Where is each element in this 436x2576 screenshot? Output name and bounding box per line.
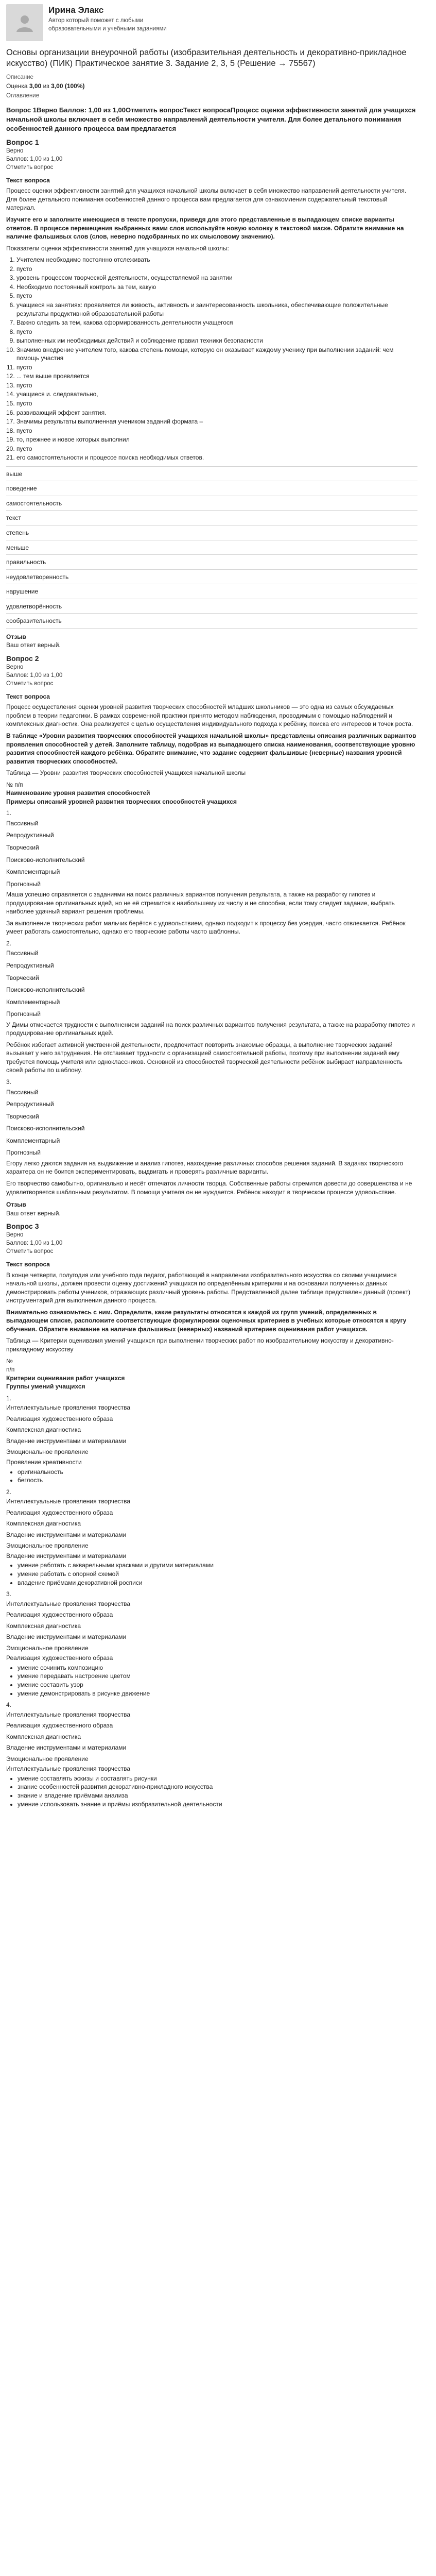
question-score: Баллов: 1,00 из 1,00 bbox=[6, 1240, 63, 1247]
level-options bbox=[6, 818, 417, 890]
level-option[interactable]: Творческий bbox=[6, 844, 39, 851]
criteria-bullet: • умение использовать знание и приёмы изобразительной деятельности bbox=[18, 1800, 417, 1809]
group-option[interactable]: Эмоциональное проявление bbox=[6, 1448, 89, 1456]
criteria-row bbox=[6, 1590, 417, 1698]
question-body: Процесс оценки эффективности занятий для учащихся начальной школы включает в себя множество направлений деятельности учителя. Для более детального понимания особенностей данного процесса вам предлагается для ознакомления содержательный текстовый материал. bbox=[6, 187, 407, 212]
indicator-item: 6. учащиеся на занятиях: проявляется ли живость, активность и заинтересованность школьника, обеспечивающие положительные результаты продуктивной образовательной работы bbox=[16, 301, 417, 318]
criteria-row bbox=[6, 1488, 417, 1587]
table-col-criteria: Критерии оценивания работ учащихся bbox=[6, 1374, 125, 1382]
criteria-bullet: • умение составлять эскизы и составлять рисунки bbox=[18, 1774, 417, 1783]
level-option[interactable]: Репродуктивный bbox=[6, 832, 54, 839]
criteria-bullets bbox=[6, 1468, 417, 1485]
indicator-item: 1. Учителем необходимо постоянно отслеживать bbox=[16, 256, 417, 264]
table-row bbox=[6, 809, 417, 936]
word-option[interactable]: поведение bbox=[6, 481, 417, 496]
criteria-bullet: • умение передавать настроение цветом bbox=[18, 1672, 417, 1681]
group-options bbox=[6, 1496, 417, 1552]
question-body: Процесс осуществления оценки уровней развития творческих способностей младших школьников — это одна из самых обсуждаемых проблем в теории педагогики. В рамках современной практики принято методом наблюдения, проводимым с помощью наблюдений и комплексных диагностик. Она реализуется с целью осуществления индивидуального подхода к ребёнку, поиска его интересов и точек роста. bbox=[6, 703, 413, 728]
table-col-level: Наименование уровня развития способностей bbox=[6, 789, 150, 797]
author-card bbox=[6, 4, 417, 41]
word-option[interactable]: сообразительность bbox=[6, 614, 417, 629]
feedback-text: Ваш ответ верный. bbox=[6, 1209, 61, 1217]
score-line bbox=[6, 82, 417, 91]
table-col-number: № bbox=[6, 1357, 13, 1365]
score-value: 3,00 bbox=[29, 82, 42, 90]
table-row bbox=[6, 1078, 417, 1196]
question-1-heading: Вопрос 1Верно Баллов: 1,00 из 1,00Отметить вопросТекст вопросаПроцесс оценки эффективности занятий для учащихся начальной школы включает в себя множество направлений деятельности учителя. Для более детального понимания особенностей данного процесса вам предлагается bbox=[6, 106, 416, 133]
group-option[interactable]: Комплексная диагностика bbox=[6, 1622, 81, 1630]
question-text-label: Текст вопроса bbox=[6, 1261, 50, 1268]
level-option[interactable]: Поисково-исполнительский bbox=[6, 856, 85, 863]
user-icon bbox=[14, 12, 35, 33]
criteria-bullet: • знание и владение приёмами анализа bbox=[18, 1791, 417, 1800]
author-description: Автор который поможет с любыми образовательными и учебными заданиями bbox=[48, 18, 167, 32]
group-option[interactable]: Интеллектуальные проявления творчества bbox=[6, 1600, 131, 1607]
criteria-bullets bbox=[6, 1774, 417, 1808]
level-option[interactable]: Пассивный bbox=[6, 819, 39, 827]
example-text: У Димы отмечается трудности с выполнением заданий на поиск различных вариантов получения результата, а также на разработку гипотез и продуцирование оригинальных идей. bbox=[6, 1021, 415, 1037]
question-3 bbox=[6, 1222, 417, 1808]
group-option[interactable]: Комплексная диагностика bbox=[6, 1733, 81, 1740]
table-col-groups: Группы умений учащихся bbox=[6, 1383, 85, 1391]
question-text-label: Текст вопроса bbox=[6, 176, 50, 184]
indicator-item: 10. Значимо внедрение учителем того, какова степень помощи, которую он оказывает каждому ученику при выполнении заданий: чем помощь участия bbox=[16, 346, 417, 363]
group-option[interactable]: Реализация художественного образа bbox=[6, 1415, 113, 1422]
table-caption: Таблица — Уровни развития творческих способностей учащихся начальной школы bbox=[6, 769, 246, 777]
question-2 bbox=[6, 654, 417, 1217]
indicator-item: 3. уровень процессом творческой деятельности, осуществляемой на занятии bbox=[16, 274, 417, 282]
word-option[interactable]: текст bbox=[6, 511, 417, 526]
table-caption: Таблица — Критерии оценивания умений учащихся при выполнении творческих работ по изобразительному искусству и декоративно-прикладному искусству bbox=[6, 1337, 394, 1353]
level-option[interactable]: Поисково-исполнительский bbox=[6, 986, 85, 994]
group-option[interactable]: Интеллектуальные проявления творчества bbox=[6, 1498, 131, 1505]
criteria-bullet: • умение демонстрировать в рисунке движение bbox=[18, 1689, 417, 1698]
word-option[interactable]: правильность bbox=[6, 555, 417, 570]
table-row bbox=[6, 939, 417, 1075]
indicator-item: 11. пусто bbox=[16, 363, 417, 372]
row-number: 4. bbox=[6, 1701, 12, 1709]
group-option[interactable]: Реализация художественного образа bbox=[6, 1722, 113, 1730]
indicators-title: Показатели оценки эффективности занятий для учащихся начальной школы: bbox=[6, 244, 229, 252]
group-options bbox=[6, 1599, 417, 1654]
question-text-label: Текст вопроса bbox=[6, 692, 50, 700]
question-status: Верно bbox=[6, 1232, 24, 1239]
avatar[interactable] bbox=[6, 4, 43, 41]
indicator-item: 18. пусто bbox=[16, 427, 417, 435]
group-option[interactable]: Комплексная диагностика bbox=[6, 1426, 81, 1434]
level-option[interactable]: Поисково-исполнительский bbox=[6, 1125, 85, 1132]
page-title: Основы организации внеурочной работы (изобразительная деятельность и декоративно-прикладное искусство) (ПИК) Практическое занятие 3. Задание 2, 3, 5 (Решение → 75567) bbox=[6, 48, 407, 69]
indicator-item: 13. пусто bbox=[16, 381, 417, 390]
flag-question-link[interactable]: Отметить вопрос bbox=[6, 164, 54, 171]
row-number: 1. bbox=[6, 1394, 12, 1402]
criteria-row bbox=[6, 1394, 417, 1485]
level-option[interactable]: Комплементарный bbox=[6, 1137, 60, 1144]
indicator-item: 8. пусто bbox=[16, 328, 417, 336]
level-option[interactable]: Репродуктивный bbox=[6, 1100, 54, 1108]
word-option[interactable]: меньше bbox=[6, 540, 417, 555]
group-option[interactable]: Интеллектуальные проявления творчества bbox=[6, 1404, 131, 1412]
indicator-item: 20. пусто bbox=[16, 445, 417, 453]
example-text: Его творчество самобытно, оригинально и несёт отпечаток личности творца. Собственные работы стремится довести до совершенства и не удовлетворяется шаблонным результатом. В помощи учителя он не нуждается. Ребёнок находит в творческом процессе удовольствие. bbox=[6, 1179, 412, 1196]
criteria-bullets bbox=[6, 1664, 417, 1698]
criteria-bullet: • умение работать с акварельными красками и другими материалами bbox=[18, 1561, 417, 1570]
score-mid: из bbox=[41, 82, 51, 90]
indicator-item: 12. ... тем выше проявляется bbox=[16, 372, 417, 381]
question-number: Вопрос 2 bbox=[6, 654, 39, 663]
example-text: Егору легко даются задания на выдвижение и анализ гипотез, нахождение различных способов решения заданий. В задачах творческого характера он не боится экспериментировать, выдвигать и проверять различные варианты. bbox=[6, 1159, 404, 1176]
indicator-item: 14. учащиеся и. следовательно, bbox=[16, 390, 417, 399]
group-label: Интеллектуальные проявления творчества bbox=[6, 1765, 131, 1773]
indicator-item: 5. пусто bbox=[16, 292, 417, 300]
table-col-examples: Примеры описаний уровней развития творческих способностей учащихся bbox=[6, 798, 237, 805]
indicator-list bbox=[6, 256, 417, 462]
group-option[interactable]: Интеллектуальные проявления творчества bbox=[6, 1710, 131, 1718]
example-text: За выполнение творческих работ мальчик берётся с удовольствием, однако подходит к процессу без усердия, часто отвлекается. Ребёнок умеет работать самостоятельно, однако его творческие работы часто шаблонны. bbox=[6, 919, 406, 936]
author-name[interactable]: Ирина Элакс bbox=[48, 5, 104, 15]
word-option[interactable]: нарушение bbox=[6, 584, 417, 599]
indicator-item: 2. пусто bbox=[16, 265, 417, 274]
feedback-label: Отзыв bbox=[6, 1201, 26, 1209]
description-label: Описание bbox=[6, 74, 33, 80]
example-text: Ребёнок избегает активной умственной деятельности, предпочитает повторить знакомые образцы, а выполнение творческих заданий вызывает у него затруднения. Не отстаивает трудности с организацией самостоятельной работы, поэтому при выполнении заданий ему требуется помощь учителя или одноклассников. Основной из способностей творческой деятельности ребёнок выбирает направленность своей работы по шаблону. bbox=[6, 1041, 403, 1074]
score-percent: (100%) bbox=[63, 82, 85, 90]
indicator-item: 17. Значимы результаты выполненная учеником заданий формата – bbox=[16, 417, 417, 426]
level-options bbox=[6, 1087, 417, 1159]
indicator-item: 7. Важно следить за тем, какова сформированность деятельности учащегося bbox=[16, 318, 417, 327]
table-col-number-sub: п/п bbox=[6, 1366, 15, 1374]
group-option[interactable]: Эмоциональное проявление bbox=[6, 1755, 89, 1762]
row-number: 3. bbox=[6, 1590, 12, 1598]
indicator-item: 4. Необходимо постоянный контроль за тем, какую bbox=[16, 283, 417, 292]
word-option[interactable]: самостоятельность bbox=[6, 496, 417, 511]
row-number: 2. bbox=[6, 939, 12, 947]
criteria-bullet: • умение сочинить композицию bbox=[18, 1664, 417, 1672]
group-label: Проявление креативности bbox=[6, 1458, 82, 1466]
criteria-bullet: • умение работать с опорной схемой bbox=[18, 1570, 417, 1579]
example-text: Маша успешно справляется с заданиями на поиск различных вариантов получения результата, а также на разработку гипотез и продуцирование оригинальных идей, но не её стремится к наибольшему их числу и не способна, если тому следует задание, выбрать наиболее удачный вариант решения проблемы. bbox=[6, 891, 395, 916]
question-status: Верно bbox=[6, 148, 24, 155]
flag-question-link[interactable]: Отметить вопрос bbox=[6, 680, 54, 687]
feedback-label: Отзыв bbox=[6, 633, 26, 640]
group-options bbox=[6, 1402, 417, 1458]
level-option[interactable]: Комплементарный bbox=[6, 868, 60, 876]
toc-label[interactable]: Оглавление bbox=[6, 93, 40, 99]
group-option[interactable]: Реализация художественного образа bbox=[6, 1611, 113, 1619]
word-option[interactable]: степень bbox=[6, 526, 417, 540]
level-option[interactable]: Прогнозный bbox=[6, 1010, 41, 1018]
level-option[interactable]: Пассивный bbox=[6, 950, 39, 957]
level-option[interactable]: Творческий bbox=[6, 974, 39, 981]
question-score: Баллов: 1,00 из 1,00 bbox=[6, 156, 63, 163]
score-prefix: Оценка bbox=[6, 82, 29, 90]
group-option[interactable]: Владение инструментами и материалами bbox=[6, 1744, 127, 1752]
group-option[interactable]: Комплексная диагностика bbox=[6, 1520, 81, 1528]
row-number: 1. bbox=[6, 809, 12, 817]
question-instruction: Изучите его и заполните имеющиеся в тексте пропуски, приведя для этого представленные в выпадающем списке варианты ответов. В процессе перемещения выбранных вами слов используйте новую колонку в текстовой маске. Обратите внимание на наличие фальшивых слов (слов, неверно подобранных по их смысловому значению). bbox=[6, 216, 404, 241]
level-options bbox=[6, 947, 417, 1020]
group-option[interactable]: Реализация художественного образа bbox=[6, 1509, 113, 1516]
question-number: Вопрос 3 bbox=[6, 1222, 39, 1231]
indicator-item: 15. пусто bbox=[16, 399, 417, 408]
level-option[interactable]: Репродуктивный bbox=[6, 962, 54, 970]
question-body: В конце четверти, полугодия или учебного года педагог, работающий в направлении изобразительного искусства со своими учащимися начальной школы, должен провести оценку достижений учащихся по определённым критериям и на основании полученных данных демонстрировать работы учеников, отражающих различный уровень работы. Представленной далее таблице представлен данный (проект) инструментарий для выполнения данного процесса. bbox=[6, 1271, 411, 1304]
word-option[interactable]: выше bbox=[6, 466, 417, 482]
level-option[interactable]: Прогнозный bbox=[6, 1149, 41, 1157]
feedback-text: Ваш ответ верный. bbox=[6, 641, 61, 649]
level-option[interactable]: Творческий bbox=[6, 1112, 39, 1120]
question-number: Вопрос 1 bbox=[6, 138, 39, 146]
question-1 bbox=[6, 138, 417, 650]
question-instruction: В таблице «Уровни развития творческих способностей учащихся начальной школы» представлены описания различных вариантов проявления способностей у детей. Заполните таблицу, подобрав из выпадающего списка наименования, соответствующие уровню развития способностей каждого ребёнка. Обратите внимание, что задание содержит фальшивые (неверные) названия уровней развития творческих способностей. bbox=[6, 732, 416, 765]
criteria-row bbox=[6, 1701, 417, 1808]
indicator-item: 16. развивающий эффект занятия. bbox=[16, 409, 417, 417]
flag-question-link[interactable]: Отметить вопрос bbox=[6, 1248, 54, 1255]
group-option[interactable]: Эмоциональное проявление bbox=[6, 1542, 89, 1550]
word-option[interactable]: неудовлетворенность bbox=[6, 570, 417, 585]
group-option[interactable]: Владение инструментами и материалами bbox=[6, 1437, 127, 1445]
answer-word-bank bbox=[6, 466, 417, 629]
criteria-bullet: • владение приёмами декоративной росписи bbox=[18, 1579, 417, 1587]
level-option[interactable]: Прогнозный bbox=[6, 880, 41, 888]
criteria-bullet: • оригинальность bbox=[18, 1468, 417, 1477]
group-label: Владение инструментами и материалами bbox=[6, 1552, 127, 1560]
indicator-item: 21. его самостоятельности и процессе поиска необходимых ответов. bbox=[16, 453, 417, 462]
group-option[interactable]: Владение инструментами и материалами bbox=[6, 1633, 127, 1641]
group-option[interactable]: Владение инструментами и материалами bbox=[6, 1531, 127, 1538]
row-number: 3. bbox=[6, 1078, 12, 1086]
row-number: 2. bbox=[6, 1488, 12, 1496]
group-options bbox=[6, 1709, 417, 1765]
criteria-bullets bbox=[6, 1561, 417, 1587]
level-option[interactable]: Комплементарный bbox=[6, 998, 60, 1006]
indicator-item: 19. то, прежнее и новое которых выполнил bbox=[16, 435, 417, 444]
score-max: 3,00 bbox=[51, 82, 63, 90]
word-option[interactable]: удовлетворённость bbox=[6, 599, 417, 614]
criteria-bullet: • умение составить узор bbox=[18, 1681, 417, 1689]
question-score: Баллов: 1,00 из 1,00 bbox=[6, 672, 63, 679]
level-option[interactable]: Пассивный bbox=[6, 1088, 39, 1096]
criteria-bullet: • беглость bbox=[18, 1476, 417, 1485]
table-col-number: № п/п bbox=[6, 781, 23, 788]
indicator-item: 9. выполненных им необходимых действий и соблюдение правил техники безопасности bbox=[16, 336, 417, 345]
question-instruction: Внимательно ознакомьтесь с ним. Определите, какие результаты относятся к каждой из групп умений, определенных в выпадающем списке, расположите соответствующие формулировки оценочных критериев в учебных которые относятся к кругу обучения. Обратите внимание на наличие фальшивых (неверных) названий критериев оценивания работ учащихся. bbox=[6, 1308, 407, 1333]
question-status: Верно bbox=[6, 664, 24, 671]
criteria-bullet: • знание особенностей развития декоративно-прикладного искусства bbox=[18, 1783, 417, 1791]
group-option[interactable]: Эмоциональное проявление bbox=[6, 1644, 89, 1652]
group-label: Реализация художественного образа bbox=[6, 1654, 113, 1662]
